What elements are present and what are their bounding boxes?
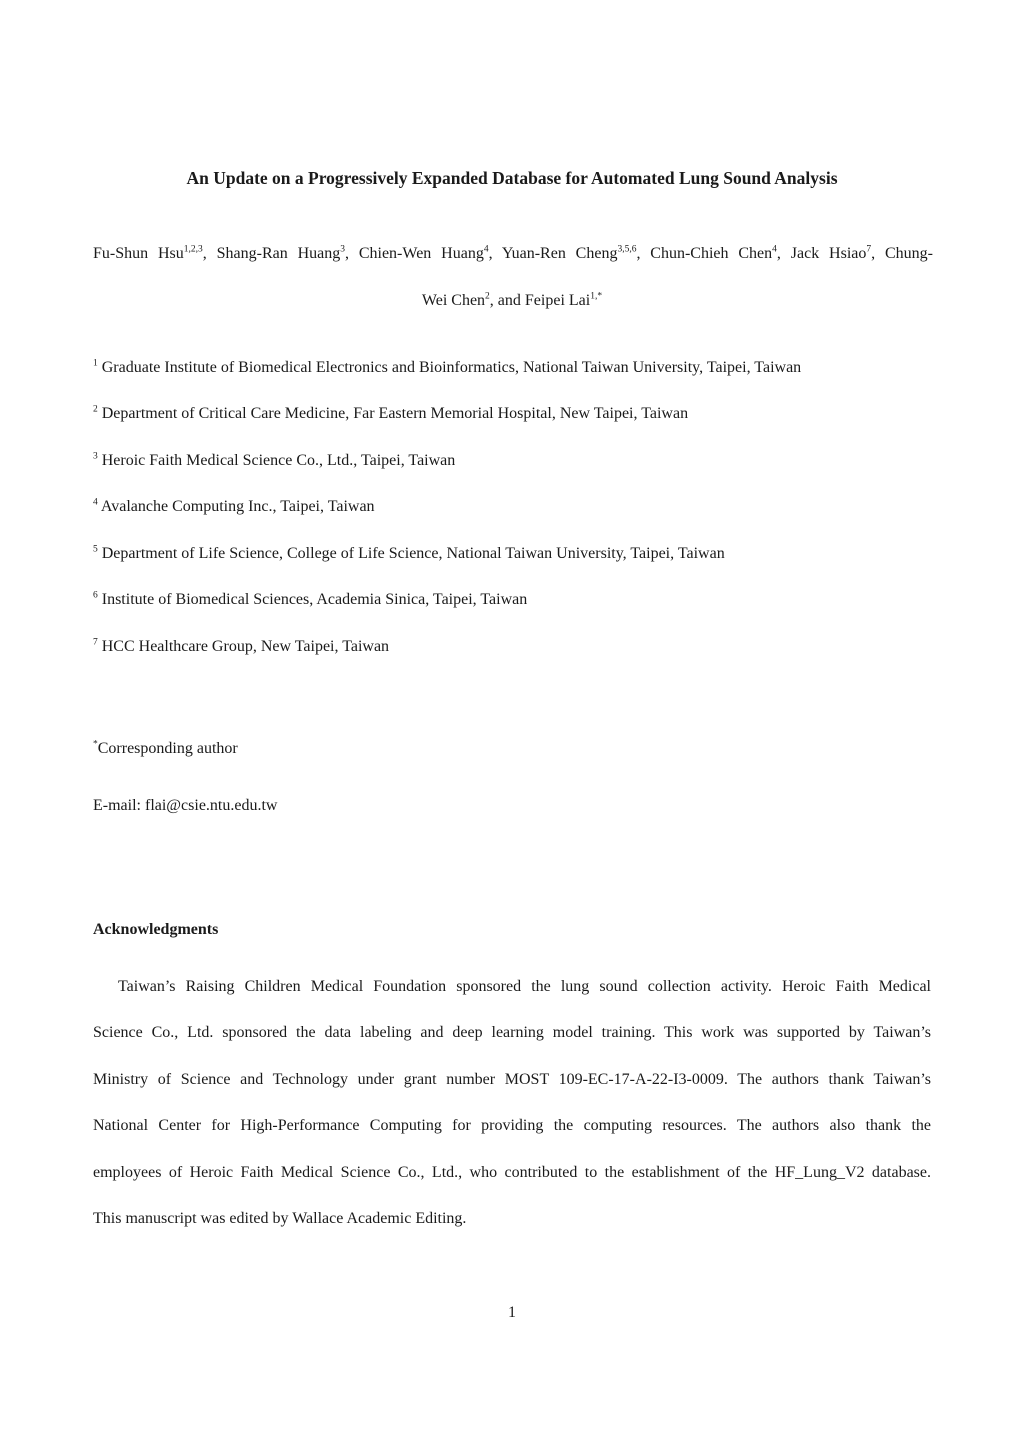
author-name: , Jack Hsiao [776,245,867,262]
affiliation-text: Department of Critical Care Medicine, Far Eastern Memorial Hospital, New Taipei, Taiwan [97,405,689,422]
affiliation-text: HCC Healthcare Group, New Taipei, Taiwan [97,638,390,655]
affiliation-1 [93,359,801,377]
corresponding-label: Corresponding author [97,740,238,757]
acknowledgments-heading: Acknowledgments [93,921,219,938]
corresponding-email: E-mail: flai@csie.ntu.edu.tw [93,797,278,814]
affiliation-5 [93,545,725,563]
acknowledgments-line: employees of Heroic Faith Medical Science Co., Ltd., who contributed to the establishment of the HF_Lung_V2 database. [93,1164,931,1181]
affiliation-7 [93,638,389,656]
affiliation-4 [93,498,375,516]
author-name: , Chung- [871,245,933,262]
acknowledgments-line: Ministry of Science and Technology under grant number MOST 109-EC-17-A-22-I3-0009. The authors thank Taiwan’s [93,1071,931,1088]
acknowledgments-line: Taiwan’s Raising Children Medical Foundation sponsored the lung sound collection activity. Heroic Faith Medical [118,978,931,995]
affiliation-number: 3 [93,451,98,462]
affiliation-number: 1 [93,358,98,369]
author-name: , Shang-Ran Huang [202,245,341,262]
author-affiliation-sup: 7 [866,244,872,255]
page-number: 1 [508,1304,516,1321]
author-affiliation-sup: 4 [772,244,777,255]
author-name: Wei Chen [421,292,486,309]
acknowledgments-line: Science Co., Ltd. sponsored the data labeling and deep learning model training. This work was supported by Taiwan’s [93,1024,931,1041]
author-affiliation-sup: 3,5,6 [617,244,637,255]
affiliation-text: Department of Life Science, College of Life Science, National Taiwan University, Taipei, Taiwan [97,545,725,562]
author-name: , Chien-Wen Huang [344,245,484,262]
acknowledgments-line: This manuscript was edited by Wallace Academic Editing. [93,1210,467,1227]
author-affiliation-sup: 2 [485,291,490,302]
author-name: , and Feipei Lai [489,292,591,309]
corresponding-star: * [93,739,98,750]
affiliation-number: 7 [93,637,98,648]
affiliation-number: 2 [93,404,98,415]
paper-title: An Update on a Progressively Expanded Database for Automated Lung Sound Analysis [186,168,838,188]
affiliation-number: 5 [93,544,98,555]
affiliation-6 [93,591,527,609]
acknowledgments-line: National Center for High-Performance Computing for providing the computing resources. The authors also thank the [93,1117,931,1134]
affiliation-number: 4 [93,497,98,508]
author-name: , Chun-Chieh Chen [636,245,773,262]
affiliation-2 [93,405,688,423]
affiliation-3 [93,452,455,470]
affiliation-text: Avalanche Computing Inc., Taipei, Taiwan [97,498,375,515]
author-affiliation-sup: 1,* [590,291,603,302]
author-name: Fu-Shun Hsu [93,245,184,262]
affiliation-text: Institute of Biomedical Sciences, Academia Sinica, Taipei, Taiwan [97,591,528,608]
author-affiliation-sup: 3 [340,244,345,255]
corresponding-author [93,740,238,758]
author-name: , Yuan-Ren Cheng [488,245,618,262]
author-list-line-1 [93,245,933,263]
author-affiliation-sup: 4 [483,244,489,255]
affiliation-text: Graduate Institute of Biomedical Electronics and Bioinformatics, National Taiwan University, Taipei, Taiwan [97,359,802,376]
author-list-line-2 [0,292,1024,310]
affiliation-text: Heroic Faith Medical Science Co., Ltd., Taipei, Taiwan [97,452,456,469]
affiliation-number: 6 [93,590,98,601]
author-affiliation-sup: 1,2,3 [183,244,203,255]
